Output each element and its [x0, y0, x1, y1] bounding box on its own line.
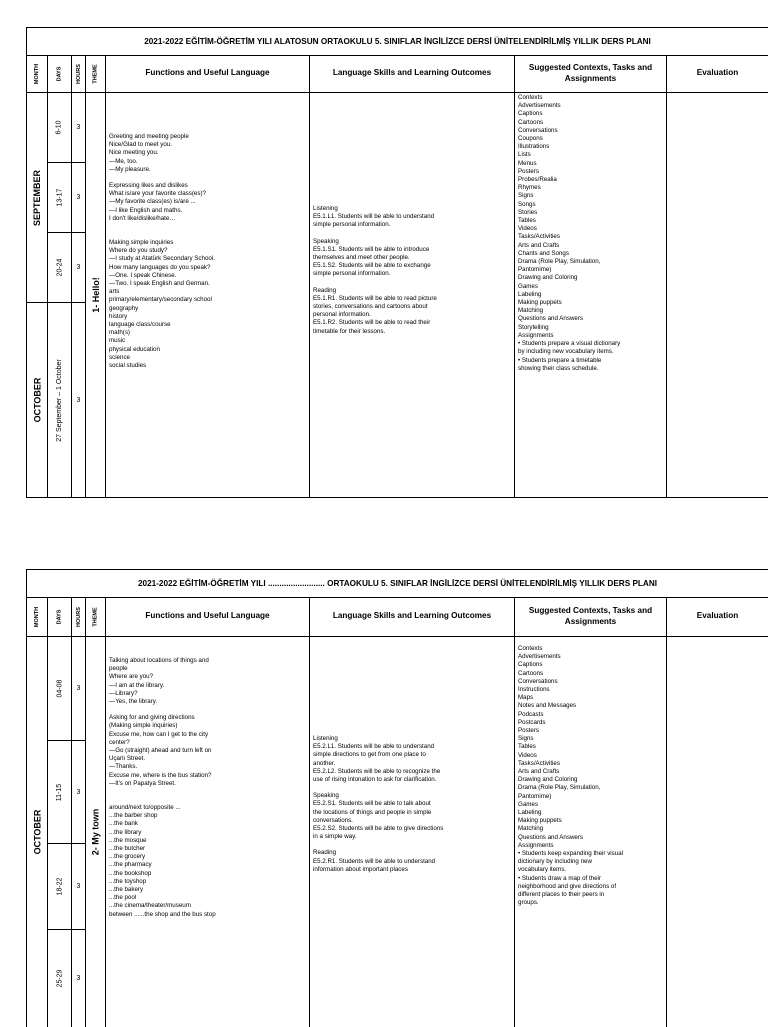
text-line: Speaking [313, 792, 339, 800]
text-line: Reading [313, 286, 337, 294]
text-line: Tables [518, 217, 536, 225]
text-line: ...the butcher [109, 845, 146, 853]
text-line: Where are you? [109, 673, 154, 681]
week-hours: 3 [72, 930, 86, 1027]
text-line: people [109, 665, 128, 673]
text-line: Listening [313, 735, 338, 742]
text-line: E5.2.S1. Students will be able to talk about [313, 800, 431, 808]
text-line: Signs [518, 192, 534, 200]
text-line: geography [109, 304, 139, 312]
week-hours: 3 [72, 741, 86, 844]
text-line: Excuse me, where is the bus station? [109, 771, 212, 779]
week-days: 27 September – 1 October [48, 303, 72, 497]
text-line: social studies [109, 362, 147, 370]
month-september: SEPTEMBER [27, 93, 48, 303]
header-theme: THEME [86, 597, 106, 637]
text-line: Advertisements [518, 653, 561, 661]
text-line: Games [518, 800, 538, 808]
text-line: (Making simple inquiries) [109, 722, 178, 730]
text-line: • Students prepare a timetable [518, 356, 602, 364]
text-line: history [109, 312, 128, 320]
plan-title: 2021-2022 EĞİTİM-ÖĞRETİM YILI ......................... ORTAOKULU 5. SINIFLAR İNGİLİZCE DERSİ ÜNİTELENDİRİLMİŞ YILLIK DERS PLANI [26, 569, 768, 598]
text-line: Talking about locations of things and [109, 657, 209, 664]
week-hours: 3 [72, 637, 86, 741]
text-line: ...the toyshop [109, 877, 147, 885]
text-line: Drama (Role Play, Simulation, [518, 784, 601, 792]
text-line: Tables [518, 743, 536, 751]
text-line: How many languages do you speak? [109, 263, 211, 271]
text-line: Tasks/Activities [518, 233, 560, 241]
text-line: Advertisements [518, 102, 561, 110]
text-line: Probes/Realia [518, 176, 557, 184]
blank-line [109, 223, 306, 231]
text-line: Games [518, 282, 538, 290]
text-line: Asking for and giving directions [109, 714, 195, 722]
week-days: 6-10 [48, 93, 72, 163]
text-line: physical education [109, 345, 160, 353]
week-hours: 3 [72, 163, 86, 233]
text-line: ...the pool [109, 894, 137, 902]
text-line: science [109, 353, 130, 361]
text-line: Conversations [518, 126, 558, 134]
skills-cell [310, 637, 515, 1027]
text-line: Arts and Crafts [518, 241, 560, 249]
blank-line [109, 796, 306, 804]
text-line: primary/elementary/secondary school [109, 296, 212, 304]
theme-cell: 1- Hello! [86, 93, 106, 497]
text-line: Reading [313, 849, 337, 857]
text-line: themselves and meet other people. [313, 254, 410, 262]
text-line: Making puppets [518, 299, 562, 307]
header-skills: Language Skills and Learning Outcomes [310, 597, 515, 637]
text-line: in a simple way. [313, 833, 357, 841]
text-line: E5.2.S2. Students will be able to give directions [313, 825, 444, 833]
text-line: Cartoons [518, 118, 544, 126]
text-line: Maps [518, 694, 534, 702]
text-line: ...the bakery [109, 886, 144, 894]
text-line: Lists [518, 151, 531, 159]
text-line: E5.1.L1. Students will be able to understand [313, 213, 435, 221]
plan-table-2 [26, 569, 768, 1024]
text-line: —My pleasure. [109, 165, 151, 173]
blank-line [109, 788, 306, 796]
text-line: —My favorite class(es) is/are ... [109, 198, 196, 206]
plan-table-1 [26, 27, 768, 498]
header-skills: Language Skills and Learning Outcomes [310, 55, 515, 93]
text-line: Storytelling [518, 323, 549, 331]
plan-title: 2021-2022 EĞİTİM-ÖĞRETİM YILI ALATOSUN ORTAOKULU 5. SINIFLAR İNGİLİZCE DERSİ ÜNİTELENDİRİLMİŞ YILLIK DERS PLANI [26, 27, 768, 56]
text-line: —Go (straight) ahead and turn left on [109, 747, 212, 755]
text-line: Cartoons [518, 669, 544, 677]
text-line: different places to their peers in [518, 891, 605, 899]
text-line: Pantomime) [518, 266, 552, 274]
text-line: arts [109, 288, 120, 296]
text-line: Stories [518, 208, 538, 216]
text-line: ...the cinema/theater/museum [109, 902, 191, 910]
text-line: E5.1.S2. Students will be able to exchange [313, 262, 431, 270]
text-line: Speaking [313, 237, 339, 245]
text-line: neighborhood and give directions of [518, 882, 617, 890]
week-hours: 3 [72, 233, 86, 303]
functions-cell [106, 93, 310, 497]
text-line: Chants and Songs [518, 249, 569, 257]
blank-line [313, 230, 511, 238]
text-line: Signs [518, 735, 534, 743]
text-line: ...the library [109, 828, 142, 836]
text-line: showing their class schedule. [518, 364, 599, 372]
text-line: Drama (Role Play, Simulation, [518, 258, 601, 266]
week-days: 13-17 [48, 163, 72, 233]
header-contexts: Suggested Contexts, Tasks and Assignments [515, 597, 667, 637]
week-days: 11-15 [48, 741, 72, 844]
text-line: Drawing and Coloring [518, 274, 578, 282]
text-line: I don't like/dislike/hate… [109, 214, 176, 222]
text-line: Instructions [518, 686, 550, 694]
text-line: Illustrations [518, 143, 550, 151]
text-line: E5.2.L1. Students will be able to understand [313, 743, 435, 751]
text-line: —Thanks. [109, 763, 138, 771]
text-line: Videos [518, 225, 537, 233]
header-month: MONTH [27, 597, 48, 637]
week-days: 18-22 [48, 844, 72, 930]
blank-line [109, 174, 306, 182]
text-line: • Students keep expanding their visual [518, 850, 624, 858]
text-line: Contexts [518, 645, 543, 652]
text-line: Notes and Messages [518, 702, 577, 710]
theme-cell: 2- My town [86, 637, 106, 1027]
header-month: MONTH [27, 55, 48, 93]
text-line: —Me, too. [109, 157, 138, 165]
header-functions: Functions and Useful Language [106, 597, 310, 637]
text-line: Videos [518, 751, 537, 759]
week-days: 20-24 [48, 233, 72, 303]
text-line: Coupons [518, 135, 543, 143]
text-line: Drawing and Coloring [518, 776, 578, 784]
text-line: another. [313, 759, 336, 767]
text-line: dictionary by including new [518, 858, 592, 866]
text-line: Where do you study? [109, 247, 168, 255]
text-line: math(s) [109, 329, 130, 337]
text-line: —I like English and maths. [109, 206, 183, 214]
text-line: Nice/Glad to meet you. [109, 141, 172, 149]
header-contexts: Suggested Contexts, Tasks and Assignments [515, 55, 667, 93]
text-line: simple directions to get from one place to [313, 751, 426, 759]
week-days: 25-29 [48, 930, 72, 1027]
text-line: Captions [518, 110, 543, 118]
text-line: Postcards [518, 718, 546, 726]
functions-cell [106, 637, 310, 1027]
text-line: Matching [518, 307, 544, 315]
header-days: DAYS [48, 55, 72, 93]
month-october: OCTOBER [27, 637, 48, 1027]
text-line: Posters [518, 727, 539, 735]
text-line: Uçarlı Street. [109, 755, 146, 763]
blank-line [313, 841, 511, 849]
skills-cell [310, 93, 515, 497]
blank-line [109, 706, 306, 714]
text-line: Questions and Answers [518, 833, 584, 841]
text-line: —I study at Atatürk Secondary School. [109, 255, 215, 263]
text-line: language class/course [109, 321, 171, 329]
text-line: —Yes, the library. [109, 698, 158, 706]
text-line: music [109, 337, 126, 345]
text-line: Making simple inquiries [109, 239, 174, 247]
text-line: Captions [518, 661, 543, 669]
text-line: Labeling [518, 290, 542, 298]
text-line: vocabulary items. [518, 866, 567, 874]
text-line: Pantomime) [518, 792, 552, 800]
week-days: 04-08 [48, 637, 72, 741]
header-functions: Functions and Useful Language [106, 55, 310, 93]
text-line: Songs [518, 200, 536, 208]
text-line: E5.2.L2. Students will be able to recognize the [313, 767, 441, 775]
text-line: ...the grocery [109, 853, 146, 861]
text-line: Tasks/Activities [518, 759, 560, 767]
evaluation-cell [667, 637, 768, 1027]
text-line: simple personal information. [313, 221, 391, 229]
header-evaluation: Evaluation [667, 597, 768, 637]
header-hours: HOURS [72, 597, 86, 637]
text-line: Assignments [518, 331, 554, 339]
text-line: timetable for their lessons. [313, 327, 386, 335]
text-line: E5.1.R1. Students will be able to read picture [313, 294, 437, 302]
text-line: Listening [313, 205, 338, 212]
header-hours: HOURS [72, 55, 86, 93]
text-line: • Students prepare a visual dictionary [518, 340, 621, 348]
header-days: DAYS [48, 597, 72, 637]
text-line: Nice meeting you. [109, 149, 159, 157]
month-october: OCTOBER [27, 303, 48, 497]
text-line: E5.2.R1. Students will be able to understand [313, 857, 436, 865]
text-line: by including new vocabulary items. [518, 348, 614, 356]
header-evaluation: Evaluation [667, 55, 768, 93]
text-line: use of rising intonation to ask for clarification. [313, 776, 437, 784]
text-line: between ......the shop and the bus stop [109, 910, 216, 918]
text-line: ...the pharmacy [109, 861, 152, 869]
text-line: stories, conversations and cartoons about [313, 303, 428, 311]
text-line: Posters [518, 167, 539, 175]
text-line: Matching [518, 825, 544, 833]
text-line: —One. I speak Chinese. [109, 271, 177, 279]
week-hours: 3 [72, 303, 86, 497]
text-line: • Students draw a map of their [518, 874, 601, 882]
text-line: center? [109, 738, 130, 746]
evaluation-cell [667, 93, 768, 497]
text-line: groups. [518, 899, 539, 907]
text-line: ...the bookshop [109, 869, 152, 877]
text-line: Expressing likes and dislikes [109, 182, 188, 190]
text-line: What is/are your favorite class(es)? [109, 190, 206, 198]
text-line: conversations. [313, 816, 353, 824]
text-line: Assignments [518, 841, 554, 849]
text-line: Greeting and meeting people [109, 133, 189, 140]
contexts-cell [515, 637, 667, 1027]
text-line: Menus [518, 159, 537, 167]
text-line: around/next to/opposite ... [109, 804, 181, 812]
week-hours: 3 [72, 844, 86, 930]
text-line: —Two. I speak English and German. [109, 280, 210, 288]
text-line: the locations of things and people in simple [313, 808, 432, 816]
text-line: Conversations [518, 677, 558, 685]
text-line: Excuse me, how can I get to the city [109, 730, 209, 738]
text-line: —It's on Papatya Street. [109, 779, 176, 787]
text-line: —Library? [109, 689, 138, 697]
text-line: Rhymes [518, 184, 541, 192]
text-line: Arts and Crafts [518, 768, 560, 776]
text-line: ...the barber shop [109, 812, 158, 820]
text-line: Labeling [518, 809, 542, 817]
text-line: Questions and Answers [518, 315, 584, 323]
text-line: Making puppets [518, 817, 562, 825]
blank-line [109, 231, 306, 239]
text-line: E5.1.R2. Students will be able to read their [313, 319, 431, 327]
text-line: ...the bank [109, 820, 138, 828]
text-line: personal information. [313, 311, 371, 319]
blank-line [313, 784, 511, 792]
text-line: Contexts [518, 94, 543, 101]
text-line: —I am at the library. [109, 681, 165, 689]
text-line: information about important places [313, 865, 408, 873]
text-line: Podcasts [518, 710, 544, 718]
text-line: ...the mosque [109, 836, 147, 844]
text-line: E5.1.S1. Students will be able to introduce [313, 245, 430, 253]
contexts-cell [515, 93, 667, 497]
week-hours: 3 [72, 93, 86, 163]
blank-line [313, 279, 511, 287]
text-line: simple personal information. [313, 270, 391, 278]
header-theme: THEME [86, 55, 106, 93]
